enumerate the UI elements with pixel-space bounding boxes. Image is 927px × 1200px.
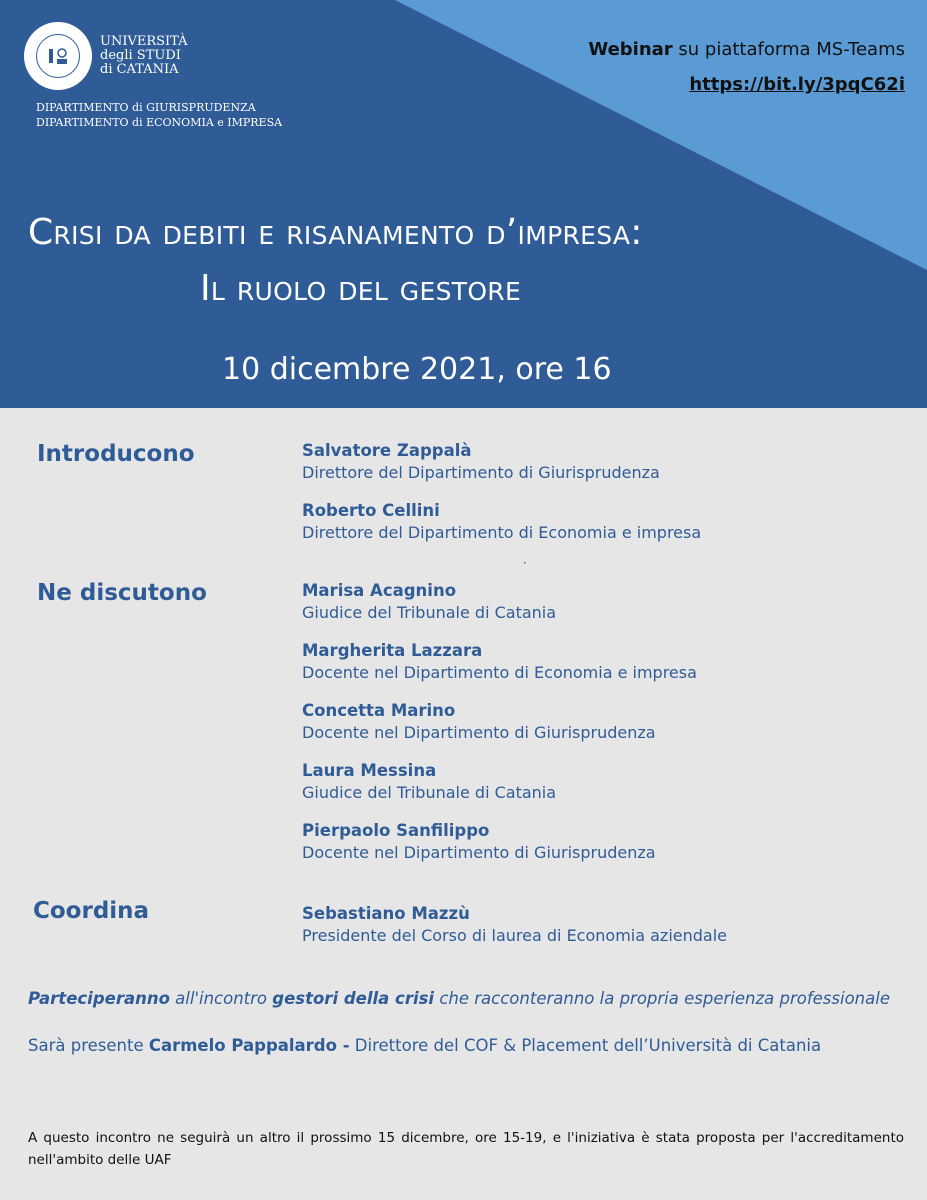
stray-dot: · — [523, 556, 527, 570]
speaker-name: Laura Messina — [302, 761, 437, 780]
speaker — [302, 903, 727, 947]
speaker-role: Giudice del Tribunale di Catania — [302, 603, 557, 622]
university-name — [100, 35, 188, 77]
webinar-label: Webinar — [588, 39, 673, 60]
note-text: all'incontro — [169, 989, 273, 1008]
page-title — [0, 205, 927, 317]
university-seal-icon — [24, 22, 92, 90]
speaker — [302, 820, 656, 864]
speaker-role: Docente nel Dipartimento di Economia e impresa — [302, 663, 697, 682]
university-name-line: degli STUDI — [100, 48, 181, 63]
guest-note — [28, 1036, 821, 1055]
section-label-introducono: Introducono — [37, 441, 195, 467]
speaker-role: Docente nel Dipartimento di Giurisprudenza — [302, 723, 656, 742]
note-emphasis: Parteciperanno — [28, 989, 170, 1008]
speaker-role: Direttore del Dipartimento di Economia e impresa — [302, 523, 702, 542]
university-name-line: UNIVERSITÀ — [100, 34, 188, 49]
university-logo — [24, 22, 188, 90]
speaker-name: Concetta Marino — [302, 701, 456, 720]
event-date: 10 dicembre 2021, ore 16 — [222, 352, 612, 387]
section-label-ne-discutono: Ne discutono — [37, 580, 207, 606]
note-emphasis: gestori della crisi — [272, 989, 435, 1008]
department-line: DIPARTIMENTO di ECONOMIA e IMPRESA — [36, 116, 283, 129]
speaker — [302, 760, 556, 804]
participants-note — [28, 989, 890, 1008]
speaker-name: Salvatore Zappalà — [302, 441, 472, 460]
speaker — [302, 440, 660, 484]
speaker-role: Giudice del Tribunale di Catania — [302, 783, 557, 802]
speaker — [302, 580, 556, 624]
note-text: che racconteranno la propria esperienza professionale — [434, 989, 890, 1008]
speaker-name: Pierpaolo Sanfilippo — [302, 821, 490, 840]
speaker-name: Roberto Cellini — [302, 501, 440, 520]
speaker — [302, 640, 697, 684]
speaker-role: Direttore del Dipartimento di Giurisprudenza — [302, 463, 660, 482]
title-line-1: Crisi da debiti e risanamento d’impresa: — [28, 212, 643, 253]
webinar-link[interactable]: https://bit.ly/3pqC62i — [689, 74, 905, 95]
seal-emblem-icon — [45, 43, 71, 69]
webinar-platform — [588, 38, 905, 62]
header-banner — [0, 0, 927, 408]
speaker — [302, 500, 701, 544]
department-line: DIPARTIMENTO di GIURISPRUDENZA — [36, 101, 256, 114]
guest-name: Carmelo Pappalardo - — [148, 1036, 350, 1055]
speaker-role: Presidente del Corso di laurea di Economia aziendale — [302, 926, 727, 945]
speaker-name: Marisa Acagnino — [302, 581, 457, 600]
webinar-platform-text: su piattaforma MS-Teams — [672, 39, 905, 60]
speaker-role: Docente nel Dipartimento di Giurisprudenza — [302, 843, 656, 862]
speaker — [302, 700, 656, 744]
departments — [36, 100, 282, 130]
speaker-name: Margherita Lazzara — [302, 641, 483, 660]
title-line-2: Il ruolo del gestore — [200, 268, 522, 309]
note-text: Sarà presente — [28, 1036, 149, 1055]
speaker-name: Sebastiano Mazzù — [302, 904, 470, 923]
footer-note: A questo incontro ne seguirà un altro il prossimo 15 dicembre, ore 15-19, e l'iniziativa è stata proposta per l'accreditamento nell'ambito delle UAF — [28, 1130, 904, 1168]
note-text: Direttore del COF & Placement dell’Università di Catania — [349, 1036, 822, 1055]
section-label-coordina: Coordina — [33, 898, 150, 924]
university-name-line: di CATANIA — [100, 62, 179, 77]
